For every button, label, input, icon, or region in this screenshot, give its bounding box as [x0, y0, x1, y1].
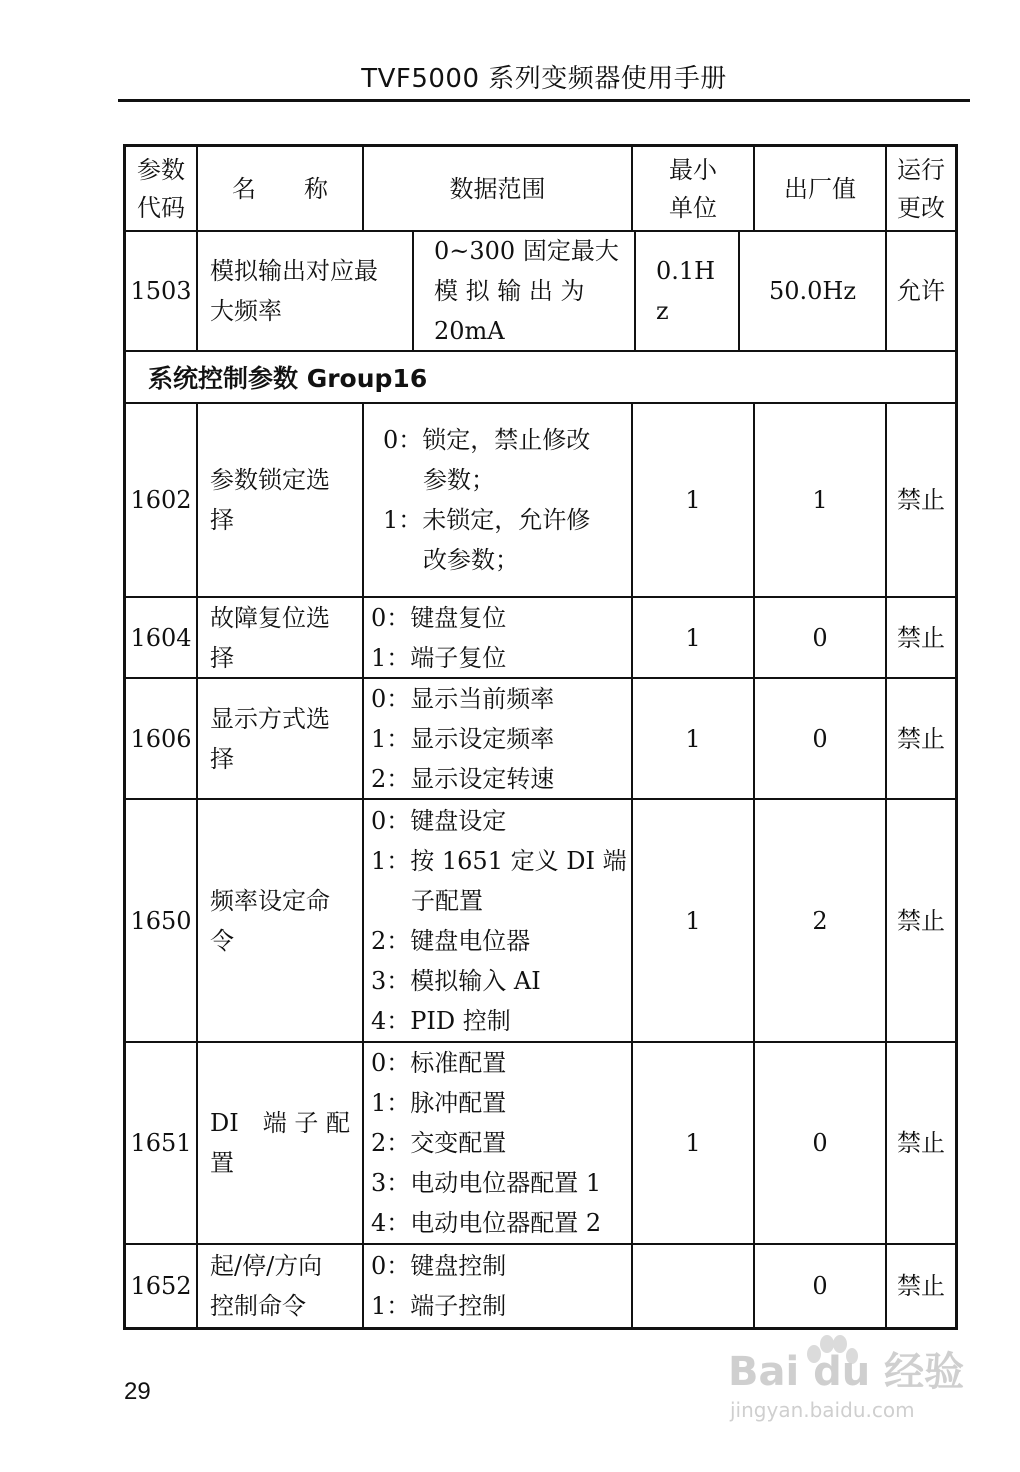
- range-option: 3：模拟输入 AI: [371, 966, 541, 995]
- cell-change: 禁止: [897, 724, 945, 753]
- watermark-logo: Bai du 经验: [728, 1349, 965, 1395]
- range-option: 0：键盘复位: [371, 603, 507, 632]
- cell-change: 禁止: [897, 906, 945, 935]
- cell-range: [364, 679, 631, 798]
- cell-unit: [633, 1245, 753, 1327]
- cell-name: 频率设定命 令: [210, 886, 330, 955]
- cell-unit: 1: [685, 906, 701, 935]
- page-number: 29: [124, 1378, 151, 1405]
- range-option: 1：未锁定，允许修: [383, 506, 591, 534]
- grid-line: [196, 144, 198, 230]
- grid-line: [196, 230, 198, 350]
- cell-range: [364, 1043, 631, 1243]
- cell-default: 1: [812, 486, 828, 514]
- cell-code: 1602: [130, 486, 192, 514]
- cell-range: [364, 1245, 631, 1327]
- cell-range: 0~300 固定最大 模 拟 输 出 为 20mA: [434, 237, 619, 345]
- cell-code: 1604: [130, 623, 192, 652]
- cell-change: 禁止: [897, 1272, 945, 1300]
- cell-change: 禁止: [897, 486, 945, 514]
- grid-line: [631, 144, 633, 230]
- range-option: 0：锁定，禁止修改: [383, 426, 591, 454]
- section-title: 系统控制参数 Group16: [148, 364, 428, 393]
- cell-name: 起/停/方向 控制命令: [210, 1252, 323, 1320]
- cell-code: 1606: [130, 724, 192, 753]
- cell-change: 禁止: [897, 623, 945, 652]
- range-option: 2：键盘电位器: [371, 926, 531, 955]
- watermark-url: jingyan.baidu.com: [730, 1398, 915, 1422]
- grid-line: [634, 230, 636, 350]
- cell-code: 1503: [130, 277, 192, 305]
- cell-range: [364, 598, 631, 677]
- range-option: 2：交变配置: [371, 1129, 507, 1157]
- cell-code: 1650: [130, 906, 192, 935]
- cell-default: 0: [812, 724, 828, 753]
- grid-line: [123, 230, 958, 232]
- cell-unit: 1: [685, 1129, 701, 1157]
- range-lines: [371, 679, 554, 799]
- range-option: 1：端子控制: [371, 1292, 507, 1320]
- col-header-code: 参数 代码: [137, 155, 185, 222]
- cell-default: 50.0Hz: [768, 277, 856, 305]
- cell-default: 0: [812, 1272, 828, 1300]
- cell-code: 1651: [130, 1129, 192, 1157]
- cell-code: 1652: [130, 1272, 192, 1300]
- cell-unit: 1: [685, 623, 701, 652]
- cell-name: 参数锁定选 择: [210, 466, 330, 534]
- range-option: 1：脉冲配置: [371, 1089, 507, 1117]
- range-option: 子配置: [411, 886, 483, 915]
- grid-line: [885, 144, 887, 230]
- range-option: 0：键盘控制: [371, 1252, 507, 1280]
- cell-unit: 1: [685, 724, 701, 753]
- cell-change: 禁止: [897, 1129, 945, 1157]
- range-option: 参数；: [423, 466, 495, 494]
- range-option: 0：键盘设定: [371, 806, 507, 835]
- col-header-range: 数据范围: [449, 174, 546, 203]
- page-header-title: TVF5000 系列变频器使用手册: [361, 64, 727, 94]
- grid-line: [885, 230, 887, 350]
- range-option: 4：PID 控制: [371, 1006, 511, 1035]
- grid-line: [753, 144, 755, 230]
- cell-name: DI 端 子 配 置: [210, 1109, 350, 1177]
- baidu-watermark: [728, 1340, 968, 1430]
- cell-default: 2: [812, 906, 828, 935]
- cell-name: 故障复位选 择: [210, 603, 330, 672]
- cell-default: 0: [812, 623, 828, 652]
- cell-change: 允许: [897, 277, 945, 305]
- col-header-change: 运行 更改: [897, 155, 945, 222]
- col-header-name: 名 称: [232, 174, 328, 203]
- range-lines: [371, 801, 627, 1041]
- range-option: 0：标准配置: [371, 1049, 507, 1077]
- range-option: 1：显示设定频率: [371, 724, 555, 753]
- range-option: 3：电动电位器配置 1: [371, 1169, 602, 1197]
- range-option: 0：显示当前频率: [371, 684, 555, 713]
- range-lines: [383, 420, 590, 580]
- range-lines: [371, 1246, 506, 1326]
- cell-unit: 0.1H z: [656, 257, 716, 325]
- cell-range: [364, 404, 631, 596]
- grid-line: [738, 230, 740, 350]
- cell-default: 0: [812, 1129, 828, 1157]
- cell-name: 模拟输出对应最 大频率: [210, 257, 378, 325]
- cell-unit: 1: [685, 486, 701, 514]
- grid-line: [362, 144, 364, 230]
- range-lines: [371, 598, 506, 678]
- cell-name: 显示方式选 择: [210, 704, 330, 773]
- header-rule: [118, 99, 970, 102]
- range-lines: [371, 1043, 601, 1243]
- grid-line: [412, 230, 414, 350]
- cell-range: [364, 800, 631, 1041]
- grid-line: [123, 350, 958, 352]
- range-option: 1：端子复位: [371, 643, 507, 672]
- range-option: 改参数；: [423, 546, 519, 574]
- range-option: 2：显示设定转速: [371, 764, 555, 793]
- col-header-default: 出厂值: [784, 174, 856, 203]
- range-option: 1：按 1651 定义 DI 端: [371, 846, 627, 875]
- col-header-unit: 最小 单位: [669, 155, 717, 222]
- range-option: 4：电动电位器配置 2: [371, 1209, 602, 1237]
- parameter-table: [123, 144, 958, 1330]
